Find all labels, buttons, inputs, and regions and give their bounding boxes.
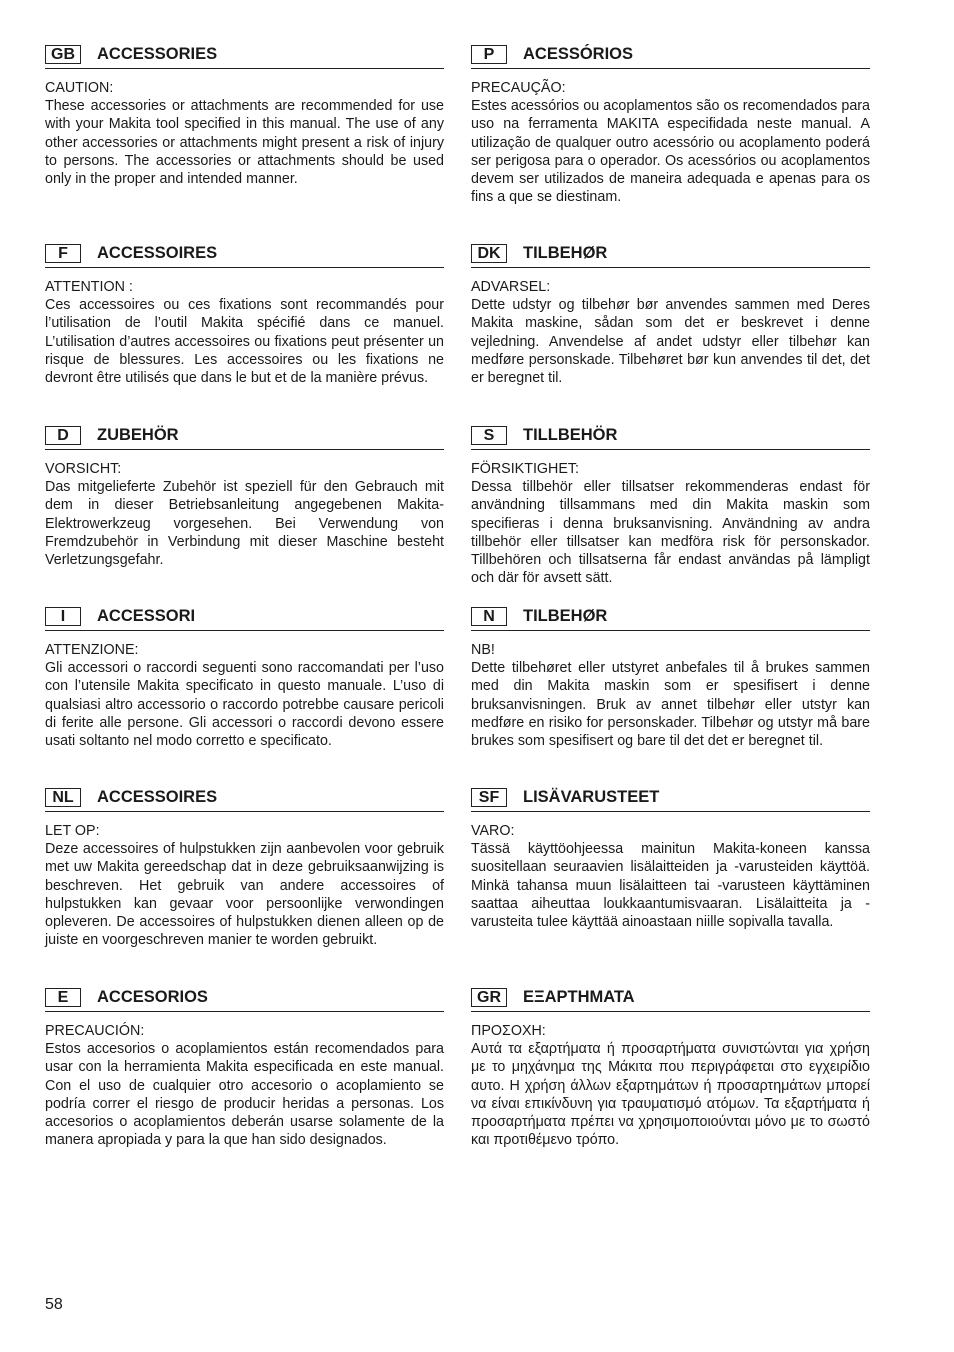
section-title: ACESSÓRIOS	[523, 45, 634, 63]
section-d	[45, 425, 444, 569]
section-header	[471, 425, 870, 450]
warning-text: Gli accessori o raccordi seguenti sono raccomandati per l’uso con l’utensile Makita specificato in questo manuale. L’uso di qualsiasi altro accessorio o raccordo potrebbe causare pericoli di ferite alle persone. Gli accessori o raccordi devono essere usati soltanto nel modo corretto e specificato.	[45, 660, 444, 750]
section-header	[45, 787, 444, 812]
language-code-badge: GR	[471, 988, 507, 1007]
warning-text: Estes acessórios ou acoplamentos são os recomendados para uso na ferramenta MAKITA especifidada neste manual. A utilização de qualquer outro acessório ou acoplamento poderá ser perigosa para o operador. Os acessórios ou acoplamentos devem ser utilizados de maneira adequada e apenas para os fins a que se diestinam.	[471, 98, 870, 206]
section-dk	[471, 243, 870, 387]
section-s	[471, 425, 870, 587]
warning-label: ADVARSEL:	[471, 279, 551, 295]
warning-label: FÖRSIKTIGHET:	[471, 461, 580, 477]
section-header	[471, 44, 870, 69]
warning-label: NB!	[471, 642, 495, 658]
section-title: ΕΞΑΡΤΗΜΑΤΑ	[523, 988, 635, 1006]
section-n	[471, 606, 870, 750]
language-code-badge: S	[471, 426, 507, 445]
warning-label: LET OP:	[45, 823, 100, 839]
section-title: ACCESSOIRES	[97, 244, 218, 262]
warning-label: PRECAUÇÃO:	[471, 80, 566, 96]
warning-label: VARO:	[471, 823, 515, 839]
section-p	[471, 44, 870, 206]
warning-text: Dette tilbehøret eller utstyret anbefales til å brukes sammen med din Makita maskin som er spesifisert i denne bruksanvisningen. Bruk av annet tilbehør eller utstyr kan medføre en risiko for personskader. Tilbehør og utstyr må bare brukes som spesifisert og bare til det det er beregnet til.	[471, 660, 870, 750]
section-title: ZUBEHÖR	[97, 426, 179, 444]
section-title: ACCESSORIES	[97, 45, 218, 63]
warning-text: Dessa tillbehör eller tillsatser rekommenderas endast för användning tillsammans med din Makita maskin som specifieras i denna bruksanvisning. Användning av andra tillbehör eller tillsatser kan medföra risk för personskador. Tillbehören och tillsatserna får endast användas på lämpligt och där för avsett sätt.	[471, 479, 870, 587]
section-header	[45, 987, 444, 1012]
language-code-badge: D	[45, 426, 81, 445]
language-code-badge: E	[45, 988, 81, 1007]
section-header	[45, 606, 444, 631]
section-gb	[45, 44, 444, 188]
page-number: 58	[45, 1296, 63, 1313]
warning-label: VORSICHT:	[45, 461, 122, 477]
section-sf	[471, 787, 870, 931]
warning-text: Dette udstyr og tilbehør bør anvendes sammen med Deres Makita maskine, sådan som det er beskrevet i denne vejledning. Anvendelse af andet udstyr eller tilbehør kan medføre personskade. Tilbehøret bør kun anvendes til det, det er beregnet til.	[471, 297, 870, 387]
warning-text: Tässä käyttöohjeessa mainitun Makita-koneen kanssa suositellaan seuraavien lisälaitteiden ja -varusteiden käyttöä. Minkä tahansa muun lisälaitteen tai -varusteen käyttäminen saattaa aiheuttaa loukkaantumisvaaran. Lisälaitteita ja -varusteita tulee käyttää ainoastaan niille sopivalla tavalla.	[471, 841, 870, 931]
section-title: TILBEHØR	[523, 607, 608, 625]
section-gr	[471, 987, 870, 1149]
language-code-badge: DK	[471, 244, 507, 263]
section-title: LISÄVARUSTEET	[523, 788, 660, 806]
section-title: ACCESSOIRES	[97, 788, 218, 806]
warning-label: PRECAUCIÓN:	[45, 1023, 145, 1039]
warning-text: Das mitgelieferte Zubehör ist speziell für den Gebrauch mit dem in dieser Betriebsanleitung angegebenen Makita-Elektrowerkzeug vorgesehen. Bei Verwendung von Fremdzubehör in Verbindung mit dieser Maschine besteht Verletzungsgefahr.	[45, 479, 444, 569]
section-title: TILBEHØR	[523, 244, 608, 262]
language-code-badge: GB	[45, 45, 81, 64]
section-f	[45, 243, 444, 387]
warning-text: Estos accesorios o acoplamientos están recomendados para usar con la herramienta Makita especificada en este manual. Con el uso de cualquier otro accesorio o acoplamiento se podría correr el riesgo de producir heridas a personas. Los accesorios o acoplamientos deberán usarse solamente de la manera apropiada y para la que han sido designados.	[45, 1041, 444, 1149]
section-e	[45, 987, 444, 1149]
language-code-badge: F	[45, 244, 81, 263]
language-code-badge: P	[471, 45, 507, 64]
warning-text: Αυτά τα εξαρτήματα ή προσαρτήματα συνιστώνται για χρήση με το μηχάνημα της Μάκιτα που περιγράφεται στο εγχειρίδιο αυτο. Η χρήση άλλων εξαρτημάτων ή προσαρτημάτων μπορεί να είναι επικίνδυνη για τραυματισμό ατόμων. Τα εξαρτήματα ή προσαρτήματα πρέπει να χρησιμοποιούνται μόνο με το σωστό και προτιθέμενο τρόπο.	[471, 1041, 870, 1149]
language-code-badge: N	[471, 607, 507, 626]
warning-label: ATTENZIONE:	[45, 642, 139, 658]
language-code-badge: SF	[471, 788, 507, 807]
warning-text: Ces accessoires ou ces fixations sont recommandés pour l’utilisation de l’outil Makita spécifié dans ce manuel. L’utilisation d’autres accessoires ou fixations peut présenter un risque de blessures. Les accessoires ou les fixations ne devront être utilisés que dans le but et de la manière prévus.	[45, 297, 444, 387]
warning-label: ATTENTION :	[45, 279, 133, 295]
section-header	[45, 243, 444, 268]
section-title: ACCESORIOS	[97, 988, 208, 1006]
section-header	[471, 987, 870, 1012]
section-header	[45, 44, 444, 69]
section-i	[45, 606, 444, 750]
section-header	[45, 425, 444, 450]
section-header	[471, 787, 870, 812]
warning-label: CAUTION:	[45, 80, 114, 96]
warning-label: ΠΡΟΣΟΧΗ:	[471, 1023, 546, 1039]
section-nl	[45, 787, 444, 949]
warning-text: Deze accessoires of hulpstukken zijn aanbevolen voor gebruik met uw Makita gereedschap dat in deze gebruiksaanwijzing is beschreven. Het gebruik van andere accessoires of hulpstukken kan gevaar voor persoonlijke verwondingen opleveren. De accessoires of hulpstukken dienen alleen op de juiste en voorgeschreven manier te worden gebruikt.	[45, 841, 444, 949]
section-title: ACCESSORI	[97, 607, 196, 625]
section-title: TILLBEHÖR	[523, 426, 618, 444]
section-header	[471, 606, 870, 631]
warning-text: These accessories or attachments are recommended for use with your Makita tool specified in this manual. The use of any other accessories or attachments might present a risk of injury to persons. The accessories or attachments should be used only in the proper and intended manner.	[45, 98, 444, 188]
language-code-badge: NL	[45, 788, 81, 807]
section-header	[471, 243, 870, 268]
language-code-badge: I	[45, 607, 81, 626]
